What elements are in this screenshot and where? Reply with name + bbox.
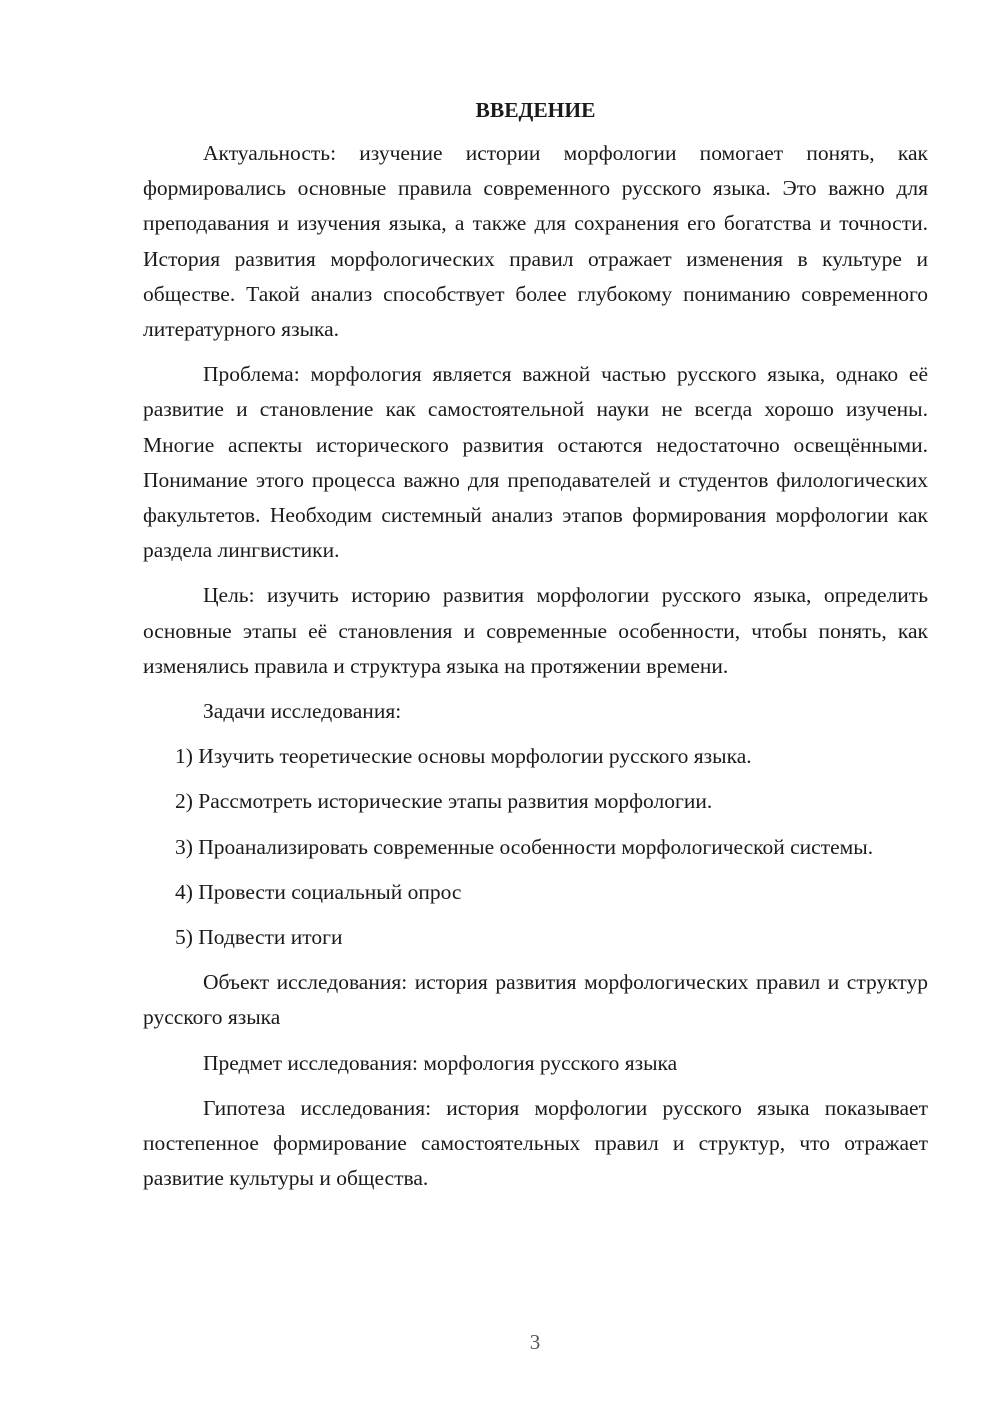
goal-paragraph: Цель: изучить историю развития морфологии русского языка, определить основные этапы её становления и современные особенности, чтобы понять, как изменялись правила и структура языка на протяжении времени. [143,583,928,678]
subject-paragraph: Предмет исследования: морфология русского языка [203,1050,678,1075]
task-item: 2) Рассмотреть исторические этапы развития морфологии. [175,789,713,814]
task-item: 1) Изучить теоретические основы морфологии русского языка. [175,744,752,769]
document-page [143,92,928,1206]
task-item: 5) Подвести итоги [175,925,343,950]
hypothesis-paragraph: Гипотеза исследования: история морфологии русского языка показывает постепенное формирование самостоятельных правил и структур, что отражает развитие культуры и общества. [143,1095,928,1191]
page-title: ВВЕДЕНИЕ [475,98,596,122]
problem-paragraph: Проблема: морфология является важной частью русского языка, однако её развитие и становление как самостоятельной науки не всегда хорошо изучены. Многие аспекты исторического развития остаются недостаточно освещёнными. Понимание этого процесса важно для преподавателей и студентов филологических факультетов. Необходим системный анализ этапов формирования морфологии как раздела лингвистики. [143,362,928,563]
tasks-heading: Задачи исследования: [203,699,402,724]
object-paragraph: Объект исследования: история развития морфологических правил и структур русского языка [143,970,928,1030]
relevance-paragraph: Актуальность: изучение истории морфологии помогает понять, как формировались основные правила современного русского языка. Это важно для преподавания и изучения языка, а также для сохранения его богатства и точности. История развития морфологических правил отражает изменения в культуре и обществе. Такой анализ способствует более глубокому пониманию современного литературного языка. [143,141,928,342]
task-item: 3) Проанализировать современные особенности морфологической системы. [175,834,874,859]
task-item: 4) Провести социальный опрос [175,879,462,904]
page-number: 3 [529,1330,541,1354]
